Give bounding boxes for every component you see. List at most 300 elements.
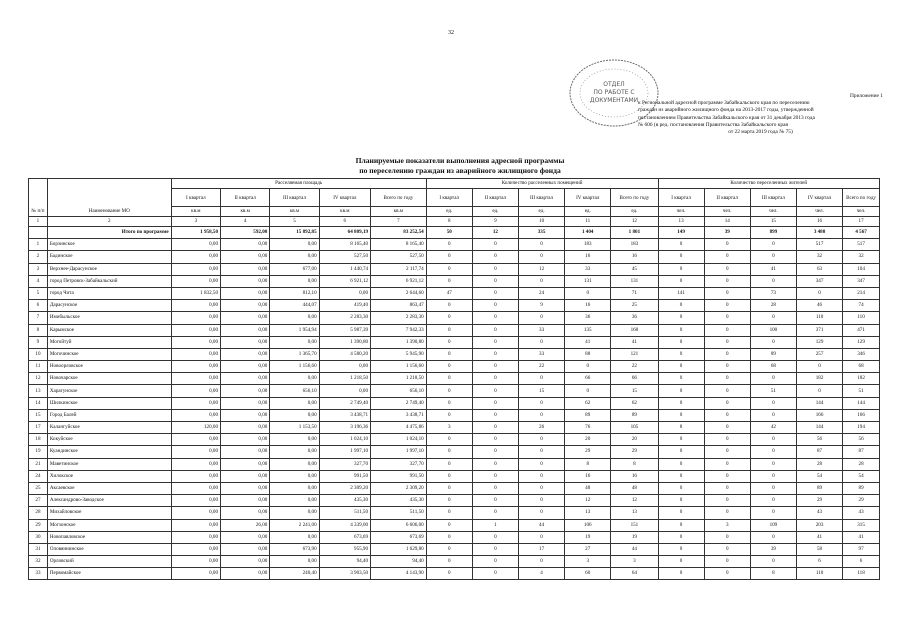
- header-unit-cell: чел.: [843, 207, 880, 217]
- row-value-cell: 0: [472, 568, 518, 580]
- row-value-cell: 0: [704, 251, 750, 263]
- row-value-cell: 22: [518, 361, 564, 373]
- row-value-cell: 0: [518, 312, 564, 324]
- row-value-cell: 0: [750, 495, 796, 507]
- total-no: [29, 227, 48, 239]
- row-value-cell: 105: [611, 422, 658, 434]
- row-value-cell: 4 475,86: [371, 422, 427, 434]
- row-value-cell: 0: [658, 373, 704, 385]
- row-value-cell: 419,40: [319, 300, 370, 312]
- row-number-cell: 21: [29, 458, 48, 470]
- row-value-cell: 435,30: [371, 495, 427, 507]
- row-number-cell: 17: [29, 422, 48, 434]
- row-value-cell: 0: [472, 275, 518, 287]
- row-value-cell: 0: [658, 556, 704, 568]
- row-value-cell: 0,00: [221, 531, 270, 543]
- row-value-cell: 0: [426, 543, 472, 555]
- row-value-cell: 0,00: [171, 312, 220, 324]
- row-value-cell: 66: [611, 373, 658, 385]
- row-value-cell: 41: [843, 531, 880, 543]
- row-number-cell: 32: [29, 556, 48, 568]
- row-value-cell: 60: [565, 568, 611, 580]
- row-value-cell: 0,00: [221, 312, 270, 324]
- row-value-cell: 58: [796, 543, 842, 555]
- row-name-cell: Харагунское: [47, 385, 171, 397]
- row-value-cell: 41: [796, 531, 842, 543]
- row-value-cell: 0: [472, 531, 518, 543]
- row-value-cell: 0: [704, 324, 750, 336]
- row-value-cell: 0,00: [221, 287, 270, 299]
- total-value-cell: 899: [750, 227, 796, 239]
- row-value-cell: 36: [611, 312, 658, 324]
- row-value-cell: 89: [843, 482, 880, 494]
- row-value-cell: 3: [704, 519, 750, 531]
- row-value-cell: 8 165,40: [319, 239, 370, 251]
- header-colnum-cell: 10: [518, 217, 564, 227]
- row-value-cell: 0: [426, 251, 472, 263]
- row-value-cell: 0: [658, 324, 704, 336]
- row-number-cell: 13: [29, 385, 48, 397]
- appendix-line: от 22 марта 2019 года № 75): [728, 129, 793, 136]
- row-value-cell: 0: [704, 495, 750, 507]
- row-value-cell: 5 945,90: [371, 348, 427, 360]
- row-value-cell: 0: [704, 556, 750, 568]
- row-value-cell: 4 339,00: [319, 519, 370, 531]
- row-value-cell: 6 921,12: [371, 275, 427, 287]
- row-value-cell: 0: [704, 348, 750, 360]
- row-value-cell: 1 997,10: [371, 446, 427, 458]
- row-value-cell: 141: [658, 287, 704, 299]
- table-row: [29, 556, 880, 568]
- row-value-cell: 0,00: [270, 409, 319, 421]
- row-value-cell: 0: [518, 275, 564, 287]
- row-value-cell: 673,69: [319, 531, 370, 543]
- row-value-cell: 0: [658, 312, 704, 324]
- header-quarter-cell: I квартал: [658, 189, 704, 207]
- appendix-label: Приложение 1: [850, 93, 883, 99]
- row-value-cell: 76: [565, 422, 611, 434]
- row-value-cell: 33: [518, 324, 564, 336]
- row-value-cell: 94,40: [371, 556, 427, 568]
- row-value-cell: 44: [611, 543, 658, 555]
- row-value-cell: 0: [565, 361, 611, 373]
- row-value-cell: 27: [565, 543, 611, 555]
- table-body: [29, 227, 880, 580]
- row-value-cell: 0: [426, 300, 472, 312]
- row-value-cell: 0: [472, 348, 518, 360]
- row-value-cell: 0,00: [221, 446, 270, 458]
- row-value-cell: 0: [704, 507, 750, 519]
- row-value-cell: 15: [611, 385, 658, 397]
- row-value-cell: 2 309,20: [319, 482, 370, 494]
- row-name-cell: Новоорловское: [47, 361, 171, 373]
- row-value-cell: 0,00: [171, 361, 220, 373]
- row-value-cell: 0: [565, 385, 611, 397]
- row-name-cell: Бадинское: [47, 251, 171, 263]
- row-value-cell: 0: [704, 312, 750, 324]
- header-quarter-cell: I квартал: [426, 189, 472, 207]
- row-value-cell: 29: [611, 446, 658, 458]
- table-row: [29, 531, 880, 543]
- row-value-cell: 0: [658, 458, 704, 470]
- row-value-cell: 4 143,90: [371, 568, 427, 580]
- row-value-cell: 41: [611, 336, 658, 348]
- title-line-2: по переселению граждан из аварийного жилищного фонда: [359, 166, 561, 175]
- row-value-cell: 8: [658, 422, 704, 434]
- row-number-cell: 2: [29, 251, 48, 263]
- header-no: № п/п: [29, 179, 48, 217]
- row-value-cell: 0: [518, 336, 564, 348]
- row-value-cell: 656,10: [371, 385, 427, 397]
- row-value-cell: 0: [472, 434, 518, 446]
- row-value-cell: 168: [611, 324, 658, 336]
- row-name-cell: Имибыльское: [47, 312, 171, 324]
- row-value-cell: 19: [611, 531, 658, 543]
- total-value-cell: 12: [472, 227, 518, 239]
- row-value-cell: 26: [518, 422, 564, 434]
- row-value-cell: 0: [704, 446, 750, 458]
- row-value-cell: 0,00: [221, 409, 270, 421]
- row-number-cell: 29: [29, 519, 48, 531]
- row-name-cell: город Петровск-Забайкальский: [47, 275, 171, 287]
- table-row: [29, 543, 880, 555]
- row-value-cell: 517: [796, 239, 842, 251]
- row-name-cell: Могочинское: [47, 348, 171, 360]
- row-value-cell: 1 954,94: [270, 324, 319, 336]
- row-value-cell: 0: [426, 495, 472, 507]
- row-value-cell: 0,00: [270, 434, 319, 446]
- row-value-cell: 0: [518, 373, 564, 385]
- row-name-cell: Дарасунское: [47, 300, 171, 312]
- row-value-cell: 0: [704, 373, 750, 385]
- row-value-cell: 0,00: [171, 385, 220, 397]
- row-value-cell: 347: [843, 275, 880, 287]
- header-colnum-cell: 7: [371, 217, 427, 227]
- row-value-cell: 0: [518, 470, 564, 482]
- row-value-cell: 0: [518, 482, 564, 494]
- row-value-cell: 2 283,30: [371, 312, 427, 324]
- header-colnum-cell: 14: [704, 217, 750, 227]
- total-value-cell: 3 480: [796, 227, 842, 239]
- row-number-cell: 33: [29, 568, 48, 580]
- header-unit-cell: кв.м: [319, 207, 370, 217]
- row-value-cell: 0: [750, 470, 796, 482]
- row-value-cell: 2 644,60: [371, 287, 427, 299]
- row-value-cell: 471: [843, 324, 880, 336]
- row-value-cell: 1 218,50: [371, 373, 427, 385]
- row-value-cell: 0,00: [270, 556, 319, 568]
- row-value-cell: 144: [843, 397, 880, 409]
- row-value-cell: 0,00: [270, 507, 319, 519]
- row-value-cell: 129: [796, 336, 842, 348]
- row-value-cell: 0: [704, 385, 750, 397]
- row-value-cell: 0: [426, 531, 472, 543]
- row-value-cell: 0: [704, 470, 750, 482]
- row-value-cell: 151: [611, 519, 658, 531]
- row-number-cell: 30: [29, 531, 48, 543]
- row-name-cell: Кокуйское: [47, 434, 171, 446]
- row-value-cell: 1 440,74: [319, 263, 370, 275]
- row-value-cell: 3 438,71: [371, 409, 427, 421]
- row-value-cell: 63: [796, 263, 842, 275]
- row-value-cell: 0: [704, 275, 750, 287]
- row-name-cell: Могзонское: [47, 519, 171, 531]
- row-value-cell: 327,70: [319, 458, 370, 470]
- row-value-cell: 0: [472, 422, 518, 434]
- header-colnum-cell: 13: [658, 217, 704, 227]
- row-value-cell: 62: [611, 397, 658, 409]
- page-number: 32: [448, 30, 454, 36]
- row-value-cell: 0,00: [221, 458, 270, 470]
- row-value-cell: 0,00: [171, 263, 220, 275]
- row-value-cell: 0: [658, 263, 704, 275]
- row-value-cell: 0: [472, 470, 518, 482]
- header-quarter-cell: II квартал: [704, 189, 750, 207]
- row-value-cell: 0,00: [270, 397, 319, 409]
- row-value-cell: 2 749,40: [319, 397, 370, 409]
- row-value-cell: 0: [704, 287, 750, 299]
- row-name-cell: Новочарское: [47, 373, 171, 385]
- row-value-cell: 0: [658, 482, 704, 494]
- table-row: [29, 348, 880, 360]
- row-value-cell: 0: [426, 470, 472, 482]
- row-value-cell: 12: [611, 495, 658, 507]
- row-value-cell: 0,00: [221, 482, 270, 494]
- header-colnum-cell: 4: [221, 217, 270, 227]
- row-value-cell: 87: [796, 446, 842, 458]
- row-value-cell: 0,00: [171, 239, 220, 251]
- row-number-cell: 14: [29, 397, 48, 409]
- row-value-cell: 214: [843, 287, 880, 299]
- row-value-cell: 8: [565, 458, 611, 470]
- row-value-cell: 0,00: [171, 324, 220, 336]
- row-value-cell: 7 942,33: [371, 324, 427, 336]
- row-value-cell: 0: [750, 251, 796, 263]
- row-value-cell: 12: [565, 495, 611, 507]
- header-quarter-cell: IV квартал: [565, 189, 611, 207]
- row-value-cell: 0: [704, 482, 750, 494]
- row-number-cell: 28: [29, 507, 48, 519]
- row-value-cell: 109: [750, 519, 796, 531]
- row-value-cell: 1 024,10: [319, 434, 370, 446]
- row-value-cell: 0,00: [221, 336, 270, 348]
- row-value-cell: 0,00: [221, 543, 270, 555]
- row-value-cell: 66: [565, 373, 611, 385]
- row-value-cell: 56: [843, 434, 880, 446]
- row-value-cell: 991,50: [319, 470, 370, 482]
- row-value-cell: 0,00: [171, 519, 220, 531]
- table-row: [29, 519, 880, 531]
- row-value-cell: 1 156,60: [270, 361, 319, 373]
- row-value-cell: 89: [750, 348, 796, 360]
- row-value-cell: 0: [426, 348, 472, 360]
- row-number-cell: 19: [29, 446, 48, 458]
- row-value-cell: 0: [472, 300, 518, 312]
- row-value-cell: 0: [426, 373, 472, 385]
- header-colnums-row: [29, 217, 880, 227]
- row-value-cell: 371: [796, 324, 842, 336]
- row-value-cell: 511,50: [319, 507, 370, 519]
- row-value-cell: 257: [796, 348, 842, 360]
- row-value-cell: 347: [796, 275, 842, 287]
- row-value-cell: 131: [565, 275, 611, 287]
- row-value-cell: 0: [704, 531, 750, 543]
- row-value-cell: 0: [704, 409, 750, 421]
- table-row: [29, 409, 880, 421]
- table-header: [29, 179, 880, 227]
- row-value-cell: 0: [796, 287, 842, 299]
- row-value-cell: 0: [658, 397, 704, 409]
- row-value-cell: 0,00: [270, 458, 319, 470]
- row-value-cell: 0: [518, 507, 564, 519]
- row-value-cell: 511,50: [371, 507, 427, 519]
- row-value-cell: 863,47: [371, 300, 427, 312]
- row-name-cell: Оловяннинское: [47, 543, 171, 555]
- row-value-cell: 89: [796, 482, 842, 494]
- row-value-cell: 166: [843, 409, 880, 421]
- row-value-cell: 0: [472, 287, 518, 299]
- row-value-cell: 89: [611, 409, 658, 421]
- row-value-cell: 1 153,50: [270, 422, 319, 434]
- header-colnum-cell: 11: [565, 217, 611, 227]
- row-value-cell: 0: [518, 495, 564, 507]
- table-row: [29, 361, 880, 373]
- row-value-cell: 0,00: [221, 251, 270, 263]
- row-value-cell: 16: [565, 300, 611, 312]
- row-value-cell: 0: [704, 568, 750, 580]
- row-value-cell: 32: [796, 251, 842, 263]
- row-value-cell: 44: [518, 519, 564, 531]
- header-unit-cell: ед.: [611, 207, 658, 217]
- row-value-cell: 0,00: [221, 434, 270, 446]
- row-value-cell: 0,00: [171, 543, 220, 555]
- row-value-cell: 0: [750, 409, 796, 421]
- row-value-cell: 42: [750, 422, 796, 434]
- row-value-cell: 0: [426, 507, 472, 519]
- total-value-cell: 15 892,85: [270, 227, 319, 239]
- header-name: Наименование МО: [47, 179, 171, 217]
- row-value-cell: 3 196,36: [319, 422, 370, 434]
- table-row: [29, 422, 880, 434]
- row-value-cell: 0: [472, 482, 518, 494]
- table-row: [29, 287, 880, 299]
- row-number-cell: 24: [29, 470, 48, 482]
- row-value-cell: 0: [704, 422, 750, 434]
- row-value-cell: 100: [750, 324, 796, 336]
- row-value-cell: 1 629,80: [371, 543, 427, 555]
- row-value-cell: 0: [472, 397, 518, 409]
- row-value-cell: 0: [704, 361, 750, 373]
- row-number-cell: 10: [29, 348, 48, 360]
- row-name-cell: город Чита: [47, 287, 171, 299]
- row-value-cell: 0: [426, 556, 472, 568]
- header-colnum-cell: 2: [47, 217, 171, 227]
- row-value-cell: 0,00: [319, 385, 370, 397]
- row-value-cell: 166: [796, 409, 842, 421]
- row-number-cell: 31: [29, 543, 48, 555]
- row-value-cell: 20: [565, 434, 611, 446]
- row-value-cell: 0: [472, 495, 518, 507]
- row-value-cell: 0: [658, 251, 704, 263]
- row-value-cell: 0,00: [171, 507, 220, 519]
- row-value-cell: 89: [565, 409, 611, 421]
- row-value-cell: 16: [565, 470, 611, 482]
- row-name-cell: Калангуйское: [47, 422, 171, 434]
- row-value-cell: 0: [796, 361, 842, 373]
- row-value-cell: 0: [658, 507, 704, 519]
- row-value-cell: 106: [565, 519, 611, 531]
- row-value-cell: 32: [843, 251, 880, 263]
- table-row: [29, 470, 880, 482]
- stamp-line-2: ПО РАБОТЕ С: [593, 89, 635, 96]
- header-unit-cell: чел.: [704, 207, 750, 217]
- row-value-cell: 0: [658, 336, 704, 348]
- row-value-cell: 51: [843, 385, 880, 397]
- row-value-cell: 144: [796, 397, 842, 409]
- row-value-cell: 4 580,20: [319, 348, 370, 360]
- row-value-cell: 33: [565, 263, 611, 275]
- row-value-cell: 28: [843, 458, 880, 470]
- row-value-cell: 0: [426, 385, 472, 397]
- row-value-cell: 182: [796, 373, 842, 385]
- row-name-cell: Борзинское: [47, 239, 171, 251]
- row-number-cell: 4: [29, 275, 48, 287]
- row-value-cell: 0: [750, 458, 796, 470]
- row-name-cell: Шилкинское: [47, 397, 171, 409]
- row-value-cell: 0: [658, 409, 704, 421]
- header-colnum-cell: 3: [171, 217, 220, 227]
- row-value-cell: 0: [518, 397, 564, 409]
- row-value-cell: 203: [796, 519, 842, 531]
- header-unit-cell: чел.: [658, 207, 704, 217]
- table-row: [29, 275, 880, 287]
- header-unit-cell: ед.: [565, 207, 611, 217]
- row-value-cell: 121: [611, 348, 658, 360]
- row-name-cell: Александрово-Заводское: [47, 495, 171, 507]
- row-name-cell: Маветинское: [47, 458, 171, 470]
- row-value-cell: 3: [565, 556, 611, 568]
- row-value-cell: 0: [426, 519, 472, 531]
- row-value-cell: 1 365,70: [270, 348, 319, 360]
- row-value-cell: 28: [750, 300, 796, 312]
- row-value-cell: 71: [611, 287, 658, 299]
- row-value-cell: 0,00: [270, 373, 319, 385]
- row-value-cell: 0: [750, 531, 796, 543]
- row-value-cell: 39: [750, 543, 796, 555]
- row-value-cell: 0,00: [270, 336, 319, 348]
- row-value-cell: 3: [611, 556, 658, 568]
- row-value-cell: 0: [658, 275, 704, 287]
- row-value-cell: 0: [518, 239, 564, 251]
- row-value-cell: 0,00: [171, 348, 220, 360]
- row-value-cell: 0,00: [270, 446, 319, 458]
- row-value-cell: 0: [750, 507, 796, 519]
- row-value-cell: 0,00: [221, 385, 270, 397]
- total-value-cell: 4 567: [843, 227, 880, 239]
- row-value-cell: 74: [843, 300, 880, 312]
- row-number-cell: 3: [29, 263, 48, 275]
- row-value-cell: 517: [843, 239, 880, 251]
- row-value-cell: 0: [472, 336, 518, 348]
- row-value-cell: 19: [565, 531, 611, 543]
- header-unit-cell: чел.: [796, 207, 842, 217]
- row-value-cell: 29: [796, 495, 842, 507]
- total-value-cell: 83 252,54: [371, 227, 427, 239]
- row-name-cell: Орловский: [47, 556, 171, 568]
- row-value-cell: 673,90: [270, 543, 319, 555]
- row-value-cell: 0: [426, 312, 472, 324]
- row-value-cell: 812,10: [270, 287, 319, 299]
